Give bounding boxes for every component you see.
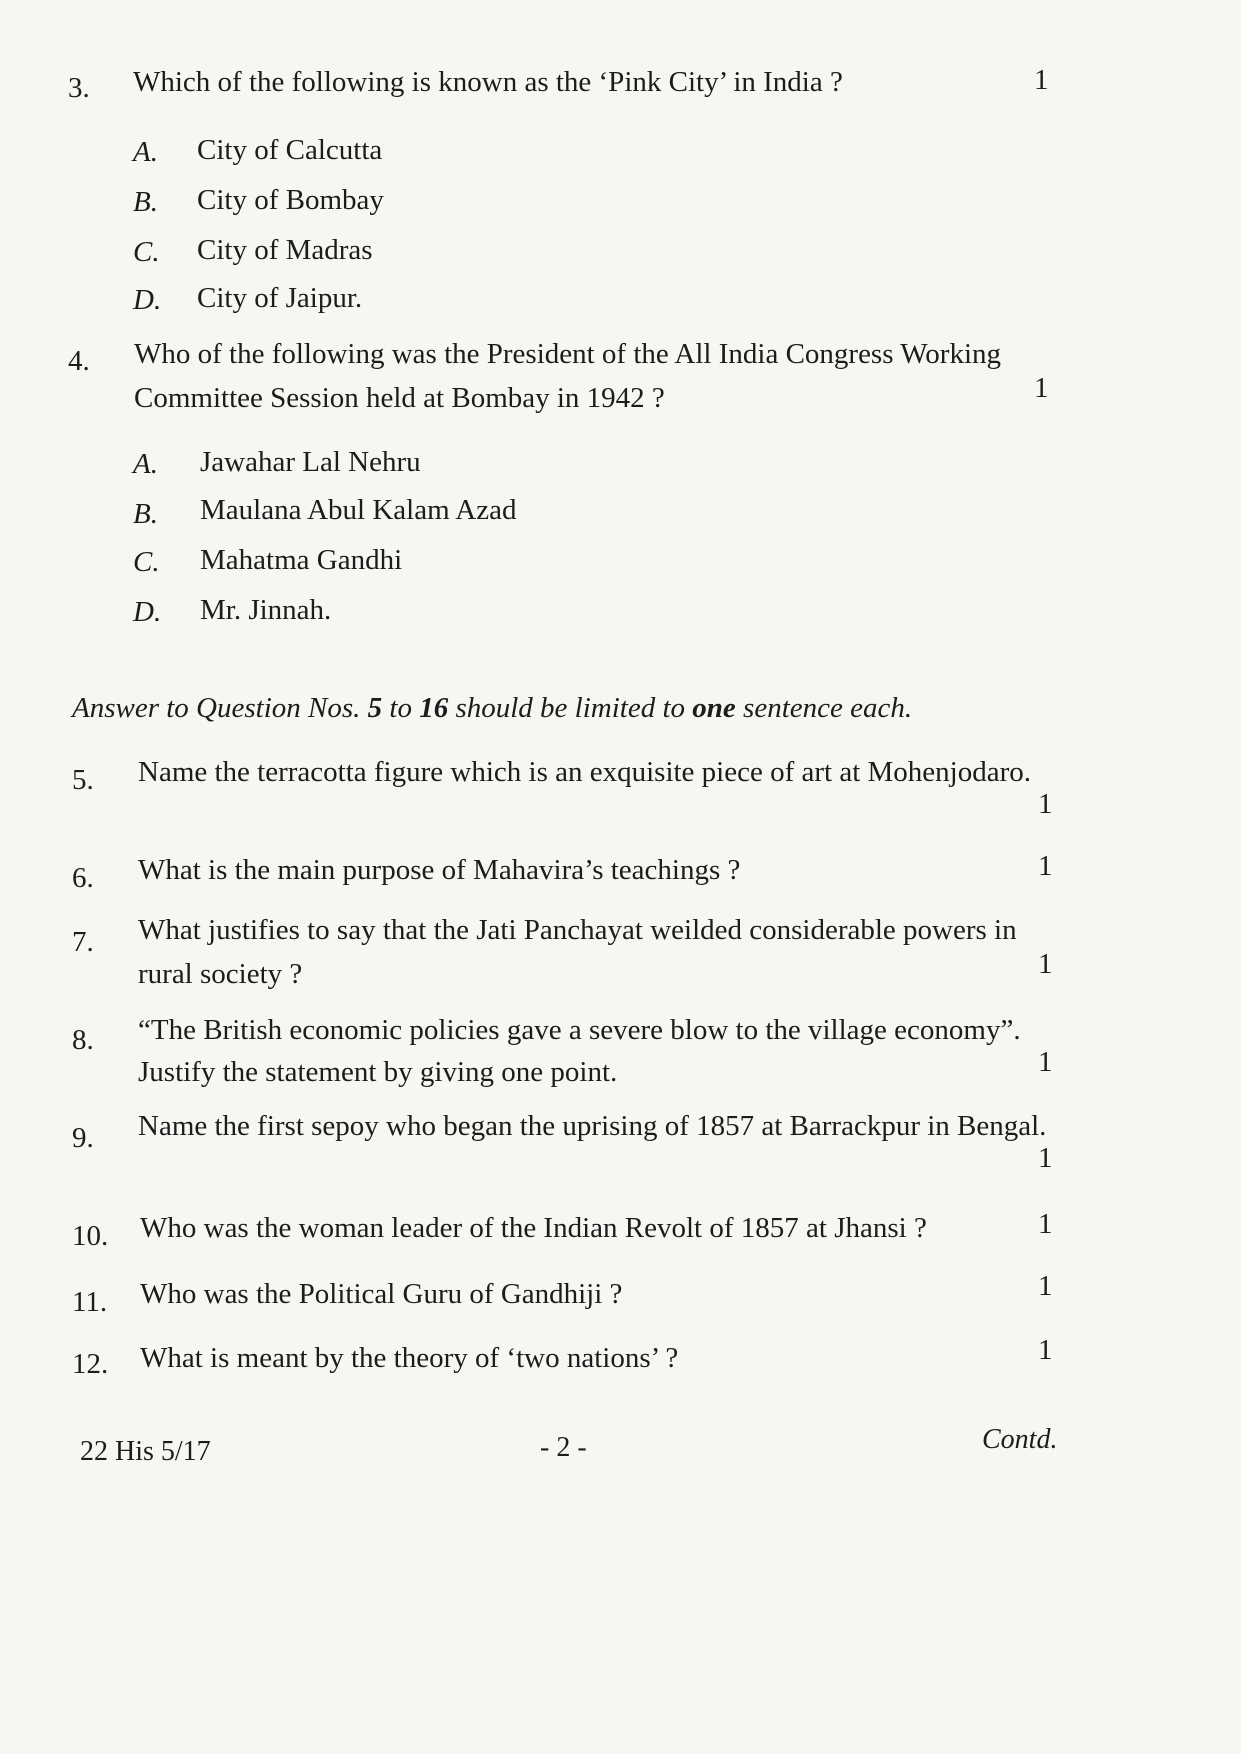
section-instruction <box>72 692 912 725</box>
question-3-option-c-letter: C. <box>133 236 160 268</box>
question-4-option-c-text: Mahatma Gandhi <box>200 544 403 576</box>
page-number: - 2 - <box>540 1432 587 1463</box>
question-11-number: 11. <box>72 1286 108 1318</box>
question-4-number: 4. <box>68 345 90 377</box>
question-4-option-b-text: Maulana Abul Kalam Azad <box>200 494 517 526</box>
question-6-marks: 1 <box>1038 850 1053 882</box>
question-6-text: What is the main purpose of Mahavira’s teachings ? <box>138 854 741 886</box>
question-4-option-d-text: Mr. Jinnah. <box>200 594 332 626</box>
question-4-option-d-letter: D. <box>133 596 162 628</box>
question-9-marks: 1 <box>1038 1142 1053 1174</box>
question-4-option-b-letter: B. <box>133 498 158 530</box>
question-9-text: Name the first sepoy who began the uprising of 1857 at Barrackpur in Bengal. <box>138 1110 1047 1142</box>
question-12-number: 12. <box>72 1348 109 1380</box>
question-3-option-a-text: City of Calcutta <box>197 134 383 166</box>
question-10-number: 10. <box>72 1220 109 1252</box>
question-11-marks: 1 <box>1038 1270 1053 1302</box>
question-4-text-line1: Who of the following was the President of the All India Congress Working <box>134 338 1001 370</box>
question-4-option-a-letter: A. <box>133 448 158 480</box>
question-7-text-line1: What justifies to say that the Jati Panchayat weilded considerable powers in <box>138 914 1017 946</box>
instruction-middle: to <box>382 692 420 724</box>
question-3-option-d-letter: D. <box>133 284 162 316</box>
question-5-marks: 1 <box>1038 788 1053 820</box>
question-3-option-d-text: City of Jaipur. <box>197 282 363 314</box>
question-10-text: Who was the woman leader of the Indian Revolt of 1857 at Jhansi ? <box>140 1212 927 1244</box>
question-7-text-line2: rural society ? <box>138 958 303 990</box>
instruction-suffix: sentence each. <box>735 692 913 724</box>
question-5-text: Name the terracotta figure which is an exquisite piece of art at Mohenjodaro. <box>138 756 1032 788</box>
question-12-text: What is meant by the theory of ‘two nations’ ? <box>140 1342 679 1374</box>
question-3-marks: 1 <box>1034 64 1049 96</box>
question-6-number: 6. <box>72 862 94 894</box>
question-9-number: 9. <box>72 1122 94 1154</box>
continued-label: Contd. <box>982 1424 1058 1455</box>
question-8-marks: 1 <box>1038 1046 1053 1078</box>
question-5-number: 5. <box>72 764 94 796</box>
question-11-text: Who was the Political Guru of Gandhiji ? <box>140 1278 623 1310</box>
instruction-emphasis: one <box>692 692 736 724</box>
question-3-option-c-text: City of Madras <box>197 234 373 266</box>
question-3-number: 3. <box>68 72 90 104</box>
question-10-marks: 1 <box>1038 1208 1053 1240</box>
instruction-from: 5 <box>367 692 383 724</box>
question-12-marks: 1 <box>1038 1334 1053 1366</box>
question-3-option-b-letter: B. <box>133 186 158 218</box>
question-3-option-a-letter: A. <box>133 136 158 168</box>
question-4-option-c-letter: C. <box>133 546 160 578</box>
instruction-to: 16 <box>419 692 449 724</box>
question-3-text: Which of the following is known as the ‘Pink City’ in India ? <box>133 66 843 98</box>
question-4-option-a-text: Jawahar Lal Nehru <box>200 446 421 478</box>
paper-code: 22 His 5/17 <box>80 1436 211 1467</box>
question-8-number: 8. <box>72 1024 94 1056</box>
instruction-mid2: should be limited to <box>448 692 693 724</box>
question-8-text-line1: “The British economic policies gave a severe blow to the village economy”. <box>138 1014 1021 1046</box>
question-4-marks: 1 <box>1034 372 1049 404</box>
question-8-text-line2: Justify the statement by giving one point. <box>138 1056 618 1088</box>
question-7-marks: 1 <box>1038 948 1053 980</box>
question-3-option-b-text: City of Bombay <box>197 184 384 216</box>
instruction-prefix: Answer to Question Nos. <box>72 692 368 724</box>
question-4-text-line2: Committee Session held at Bombay in 1942 ? <box>134 382 665 414</box>
question-7-number: 7. <box>72 926 94 958</box>
